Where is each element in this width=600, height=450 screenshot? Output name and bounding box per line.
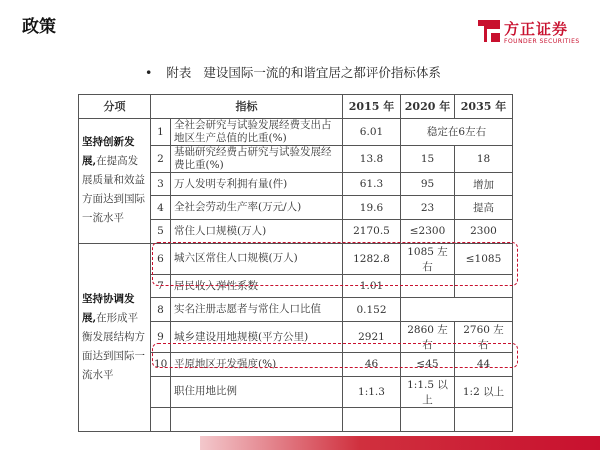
value-2020 (401, 407, 455, 431)
value-2035: ≤1085 (455, 243, 513, 274)
row-number (151, 407, 171, 431)
value-2035: 44 (455, 353, 513, 377)
table-row (79, 118, 513, 145)
header-indicator: 指标 (151, 95, 343, 119)
row-number: 9 (151, 322, 171, 353)
value-2015: 1.01 (343, 274, 401, 298)
indicator-name: 万人发明专利拥有量(件) (171, 172, 343, 196)
row-number: 10 (151, 353, 171, 377)
value-2035: 1:2 以上 (455, 376, 513, 407)
caption-bullet: • (145, 65, 153, 80)
category-coordination (79, 243, 151, 431)
category-desc: 在提高发展质量和效益方面达到国际一流水平 (82, 155, 145, 225)
indicator-name (171, 407, 343, 431)
indicator-name: 城六区常住人口规模(万人) (171, 243, 343, 274)
row-number: 4 (151, 196, 171, 220)
indicator-name: 基础研究经费占研究与试验发展经费比重(%) (171, 145, 343, 172)
table-caption (145, 63, 441, 81)
row-number: 8 (151, 298, 171, 322)
row-number (151, 376, 171, 407)
table-header-row (79, 95, 513, 119)
value-2020: 15 (401, 145, 455, 172)
logo-name-en: FOUNDER SECURITIES (504, 38, 580, 45)
header-2020: 2020 年 (401, 95, 455, 119)
value-2035: 提高 (455, 196, 513, 220)
value-2035: 2760 左右 (455, 322, 513, 353)
indicator-name: 平原地区开发强度(%) (171, 353, 343, 377)
indicator-name: 实名注册志愿者与常住人口比值 (171, 298, 343, 322)
highlight-population-rows (152, 242, 518, 286)
value-2035: 2300 (455, 220, 513, 244)
value-2015 (343, 407, 401, 431)
value-2015: 2921 (343, 322, 401, 353)
value-2020: 1085 左右 (401, 243, 455, 274)
value-2020: 23 (401, 196, 455, 220)
indicator-name: 城乡建设用地规模(平方公里) (171, 322, 343, 353)
value-2020: ≤45 (401, 353, 455, 377)
value-2020: 1:1.5 以上 (401, 376, 455, 407)
indicator-name: 居民收入弹性系数 (171, 274, 343, 298)
row-number: 1 (151, 118, 171, 145)
value-2015: 2170.5 (343, 220, 401, 244)
value-2035: 18 (455, 145, 513, 172)
value-2020-2035 (401, 298, 513, 322)
founder-logo-icon (478, 20, 500, 42)
highlight-land-row (152, 343, 518, 368)
category-desc: 在形成平衡发展结构方面达到国际一流水平 (82, 311, 145, 381)
header-2015: 2015 年 (343, 95, 401, 119)
category-title: 坚持创新发展, (82, 136, 135, 168)
value-2020: ≤2300 (401, 220, 455, 244)
category-title: 坚持协调发展, (82, 292, 135, 324)
section-title: 政策 (22, 17, 56, 37)
founder-securities-logo (478, 18, 590, 54)
category-innovation (79, 118, 151, 243)
value-2015: 13.8 (343, 145, 401, 172)
caption-title: 建设国际一流的和谐宜居之都评价指标体系 (203, 65, 441, 80)
row-number: 3 (151, 172, 171, 196)
value-2035: 增加 (455, 172, 513, 196)
caption-label: 附表 (166, 65, 192, 80)
logo-name-cn: 方正证券 (504, 20, 569, 38)
value-2035 (455, 407, 513, 431)
value-2020-2035: 稳定在6左右 (401, 118, 513, 145)
value-2015: 1:1.3 (343, 376, 401, 407)
header-category: 分项 (79, 95, 151, 119)
row-number: 5 (151, 220, 171, 244)
footer-red-band (200, 436, 600, 450)
indicator-name: 全社会研究与试验发展经费支出占地区生产总值的比重(%) (171, 118, 343, 145)
value-2015: 46 (343, 353, 401, 377)
header-2035: 2035 年 (455, 95, 513, 119)
value-2015: 61.3 (343, 172, 401, 196)
value-2015: 6.01 (343, 118, 401, 145)
indicator-name: 常住人口规模(万人) (171, 220, 343, 244)
row-number: 2 (151, 145, 171, 172)
indicator-name: 职住用地比例 (171, 376, 343, 407)
row-number: 7 (151, 274, 171, 298)
row-number: 6 (151, 243, 171, 274)
value-2015: 19.6 (343, 196, 401, 220)
value-2015: 0.152 (343, 298, 401, 322)
value-2020: 95 (401, 172, 455, 196)
indicator-name: 全社会劳动生产率(万元/人) (171, 196, 343, 220)
value-2015: 1282.8 (343, 243, 401, 274)
value-2020: 2860 左右 (401, 322, 455, 353)
